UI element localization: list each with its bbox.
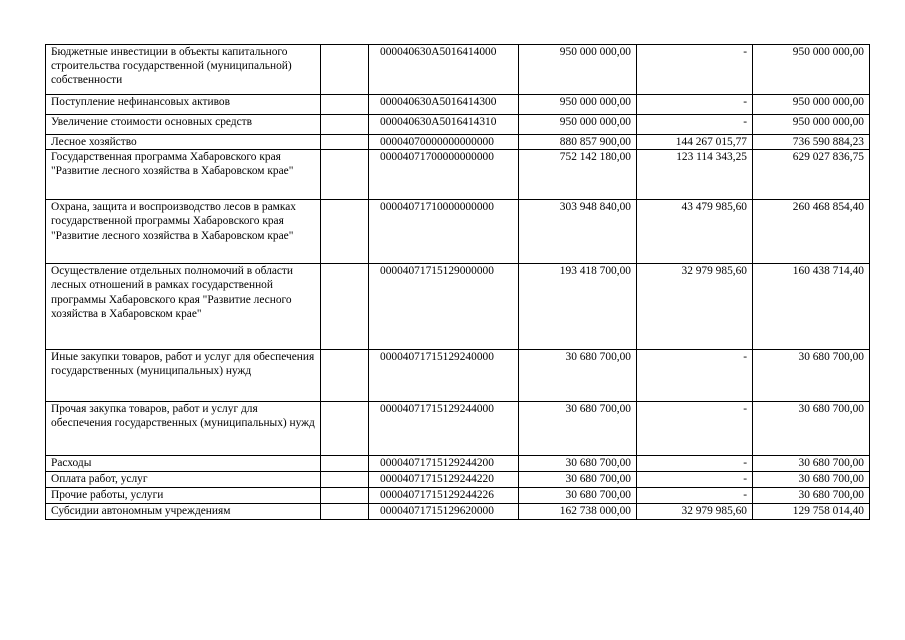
row-plan-cell: 950 000 000,00: [519, 115, 637, 135]
row-code-cell: 00004071715129244000: [369, 402, 519, 456]
table-row: [46, 95, 870, 115]
table-row: [46, 264, 870, 350]
row-name-cell: Субсидии автономным учреждениям: [46, 504, 321, 520]
table-row: [46, 472, 870, 488]
table-row: [46, 45, 870, 95]
row-executed-cell: -: [637, 115, 753, 135]
row-name-cell: Иные закупки товаров, работ и услуг для обеспечения государственных (муниципальных) нужд: [46, 350, 321, 402]
row-name-cell: Расходы: [46, 456, 321, 472]
row-remainder-cell: 30 680 700,00: [753, 456, 870, 472]
row-code-cell: 00004070000000000000: [369, 135, 519, 150]
row-executed-cell: -: [637, 456, 753, 472]
row-remainder-cell: 30 680 700,00: [753, 488, 870, 504]
table-row: [46, 115, 870, 135]
budget-execution-table: [45, 44, 870, 520]
row-code-cell: 000040630А5016414300: [369, 95, 519, 115]
table-row: [46, 488, 870, 504]
table-row: [46, 200, 870, 264]
row-empty-cell: [321, 350, 369, 402]
row-plan-cell: 752 142 180,00: [519, 150, 637, 200]
row-executed-cell: 32 979 985,60: [637, 504, 753, 520]
row-plan-cell: 30 680 700,00: [519, 472, 637, 488]
row-name-cell: Прочая закупка товаров, работ и услуг для обеспечения государственных (муниципальных) нужд: [46, 402, 321, 456]
table-row: [46, 456, 870, 472]
row-executed-cell: 32 979 985,60: [637, 264, 753, 350]
row-remainder-cell: 30 680 700,00: [753, 472, 870, 488]
row-empty-cell: [321, 95, 369, 115]
row-code-cell: 00004071715129240000: [369, 350, 519, 402]
row-name-cell: Прочие работы, услуги: [46, 488, 321, 504]
row-plan-cell: 950 000 000,00: [519, 45, 637, 95]
row-remainder-cell: 30 680 700,00: [753, 402, 870, 456]
row-empty-cell: [321, 456, 369, 472]
row-empty-cell: [321, 135, 369, 150]
row-empty-cell: [321, 45, 369, 95]
row-empty-cell: [321, 150, 369, 200]
row-empty-cell: [321, 264, 369, 350]
row-executed-cell: -: [637, 472, 753, 488]
table-body: [46, 45, 870, 520]
row-remainder-cell: 160 438 714,40: [753, 264, 870, 350]
row-executed-cell: 144 267 015,77: [637, 135, 753, 150]
row-remainder-cell: 30 680 700,00: [753, 350, 870, 402]
row-executed-cell: -: [637, 45, 753, 95]
row-name-cell: Оплата работ, услуг: [46, 472, 321, 488]
row-remainder-cell: 129 758 014,40: [753, 504, 870, 520]
row-name-cell: Бюджетные инвестиции в объекты капитального строительства государственной (муниципальной) собственности: [46, 45, 321, 95]
row-empty-cell: [321, 488, 369, 504]
row-remainder-cell: 629 027 836,75: [753, 150, 870, 200]
row-empty-cell: [321, 504, 369, 520]
row-executed-cell: -: [637, 350, 753, 402]
row-executed-cell: -: [637, 95, 753, 115]
row-executed-cell: -: [637, 402, 753, 456]
row-code-cell: 00004071715129000000: [369, 264, 519, 350]
row-plan-cell: 193 418 700,00: [519, 264, 637, 350]
row-executed-cell: -: [637, 488, 753, 504]
row-executed-cell: 123 114 343,25: [637, 150, 753, 200]
table-row: [46, 504, 870, 520]
row-code-cell: 000040630А5016414310: [369, 115, 519, 135]
table-row: [46, 402, 870, 456]
row-code-cell: 00004071700000000000: [369, 150, 519, 200]
row-code-cell: 00004071715129244226: [369, 488, 519, 504]
row-code-cell: 00004071715129244220: [369, 472, 519, 488]
row-remainder-cell: 950 000 000,00: [753, 95, 870, 115]
row-plan-cell: 30 680 700,00: [519, 488, 637, 504]
row-plan-cell: 162 738 000,00: [519, 504, 637, 520]
row-plan-cell: 303 948 840,00: [519, 200, 637, 264]
row-name-cell: Осуществление отдельных полномочий в области лесных отношений в рамках государственной программы Хабаровского края "Развитие лесного хозяйства в Хабаровском крае": [46, 264, 321, 350]
row-plan-cell: 30 680 700,00: [519, 402, 637, 456]
row-remainder-cell: 950 000 000,00: [753, 115, 870, 135]
row-empty-cell: [321, 200, 369, 264]
table-row: [46, 350, 870, 402]
row-name-cell: Поступление нефинансовых активов: [46, 95, 321, 115]
row-name-cell: Лесное хозяйство: [46, 135, 321, 150]
row-empty-cell: [321, 472, 369, 488]
row-plan-cell: 950 000 000,00: [519, 95, 637, 115]
row-plan-cell: 30 680 700,00: [519, 350, 637, 402]
row-code-cell: 000040630А5016414000: [369, 45, 519, 95]
row-executed-cell: 43 479 985,60: [637, 200, 753, 264]
row-empty-cell: [321, 402, 369, 456]
table-row: [46, 135, 870, 150]
row-remainder-cell: 950 000 000,00: [753, 45, 870, 95]
row-name-cell: Увеличение стоимости основных средств: [46, 115, 321, 135]
row-code-cell: 00004071715129620000: [369, 504, 519, 520]
row-remainder-cell: 736 590 884,23: [753, 135, 870, 150]
row-name-cell: Государственная программа Хабаровского края "Развитие лесного хозяйства в Хабаровском крае": [46, 150, 321, 200]
row-name-cell: Охрана, защита и воспроизводство лесов в рамках государственной программы Хабаровского края "Развитие лесного хозяйства в Хабаровском крае": [46, 200, 321, 264]
row-plan-cell: 30 680 700,00: [519, 456, 637, 472]
row-plan-cell: 880 857 900,00: [519, 135, 637, 150]
row-empty-cell: [321, 115, 369, 135]
row-remainder-cell: 260 468 854,40: [753, 200, 870, 264]
row-code-cell: 00004071715129244200: [369, 456, 519, 472]
row-code-cell: 00004071710000000000: [369, 200, 519, 264]
table-row: [46, 150, 870, 200]
